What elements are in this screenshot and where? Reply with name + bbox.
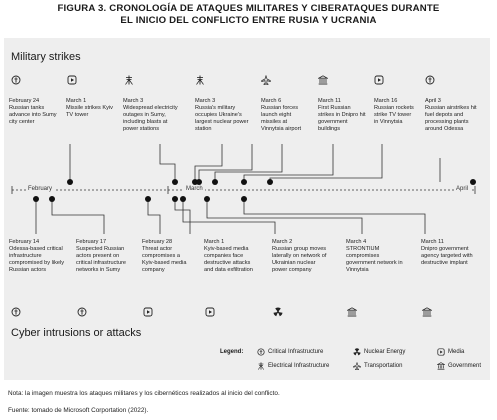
electrical-infrastructure-icon bbox=[195, 75, 205, 85]
event-date: March 11 bbox=[421, 239, 444, 245]
event-text: Dnipro government agency targeted with destructive implant bbox=[421, 246, 473, 266]
dot-cyb-5 bbox=[180, 196, 186, 202]
transportation-icon bbox=[353, 362, 361, 370]
connector-cyb-7 bbox=[244, 199, 425, 234]
event-date: February 17 bbox=[76, 239, 107, 245]
event-date: March 6 bbox=[261, 98, 282, 104]
event-text: Russian forces launch eight missiles at Vinnytsia airport bbox=[261, 105, 302, 132]
dot-mil-2 bbox=[172, 179, 178, 185]
military-event-1 bbox=[9, 98, 61, 126]
event-date: March 3 bbox=[195, 98, 216, 104]
cyber-event-7 bbox=[421, 239, 475, 267]
event-text: Russian airstrikes hit fuel depots and processing plants around Odessa bbox=[425, 105, 477, 132]
media-icon bbox=[374, 75, 384, 85]
military-strikes-title: Military strikes bbox=[11, 51, 81, 63]
connector-cyb-3 bbox=[148, 199, 160, 234]
transportation-icon bbox=[261, 75, 271, 85]
military-event-2 bbox=[66, 98, 116, 119]
electrical-infrastructure-icon bbox=[257, 362, 265, 370]
legend-label: Media bbox=[448, 349, 465, 355]
military-event-6 bbox=[318, 98, 368, 133]
government-icon bbox=[318, 75, 328, 85]
event-date: February 24 bbox=[9, 98, 40, 104]
cyber-intrusions-title: Cyber intrusions or attacks bbox=[11, 327, 142, 339]
dot-cyb-2 bbox=[49, 196, 55, 202]
cyber-event-5 bbox=[272, 239, 330, 274]
figure-note: Nota: la imagen muestra los ataques militares y los cibernéticos realizados al inicio del conflicto. bbox=[8, 390, 280, 397]
event-date: March 4 bbox=[346, 239, 367, 245]
connector-mil-6 bbox=[244, 144, 333, 182]
event-date: February 28 bbox=[142, 239, 173, 245]
critical-infrastructure-icon bbox=[425, 75, 435, 85]
dot-mil-6 bbox=[241, 179, 247, 185]
critical-infrastructure-icon bbox=[77, 307, 87, 317]
event-date: March 3 bbox=[123, 98, 144, 104]
military-event-4 bbox=[195, 98, 249, 133]
event-text: First Russian strikes in Dnipro hit government buildings bbox=[318, 105, 366, 132]
cyber-event-1 bbox=[9, 239, 69, 274]
dot-cyb-4 bbox=[172, 196, 178, 202]
military-event-8 bbox=[425, 98, 483, 133]
connector-mil-7 bbox=[270, 144, 382, 182]
event-text: Russian group moves laterally on network of Ukrainian nuclear power company bbox=[272, 246, 327, 273]
connector-mil-5 bbox=[215, 144, 282, 182]
dot-cyb-3 bbox=[145, 196, 151, 202]
axis-april: April bbox=[456, 186, 469, 192]
dot-cyb-7 bbox=[241, 196, 247, 202]
axis-march: March bbox=[186, 186, 203, 192]
dot-mil-7 bbox=[267, 179, 273, 185]
government-icon bbox=[422, 307, 432, 317]
event-text: Kyiv-based media companies face destructive attacks and data exfiltration bbox=[204, 246, 253, 273]
connector-cyb-4 bbox=[175, 199, 190, 234]
critical-infrastructure-icon bbox=[11, 75, 21, 85]
cyber-event-3 bbox=[142, 239, 192, 274]
dot-mil-8 bbox=[470, 179, 476, 185]
legend-item-critical bbox=[257, 348, 323, 356]
event-text: STRONTIUM compromises government network in Vinnytsia bbox=[346, 246, 403, 273]
connector-mil-2 bbox=[160, 144, 175, 182]
event-text: Russia's military occupies Ukraine's largest nuclear power station bbox=[195, 105, 249, 132]
event-text: Suspected Russian actors present on critical infrastructure networks in Sumy bbox=[76, 246, 127, 273]
cyber-event-6 bbox=[346, 239, 404, 274]
critical-infrastructure-icon bbox=[257, 348, 265, 356]
legend-label: Government bbox=[448, 363, 482, 369]
media-icon bbox=[437, 348, 445, 356]
government-icon bbox=[347, 307, 357, 317]
dot-mil-4 bbox=[196, 179, 202, 185]
dot-cyb-6 bbox=[204, 196, 210, 202]
connector-cyb-6 bbox=[207, 199, 362, 234]
military-event-3 bbox=[123, 98, 181, 133]
legend-label: Nuclear Energy bbox=[364, 349, 406, 355]
event-date: March 11 bbox=[318, 98, 341, 104]
event-date: March 1 bbox=[66, 98, 87, 104]
media-icon bbox=[205, 307, 215, 317]
legend-item-government bbox=[437, 362, 481, 370]
event-date: April 3 bbox=[425, 98, 441, 104]
event-text: Widespread electricity outages in Sumy, including blasts at power stations bbox=[123, 105, 178, 132]
event-text: Threat actor compromises a Kyiv-based media company bbox=[142, 246, 187, 273]
media-icon bbox=[67, 75, 77, 85]
legend-label: Transportation bbox=[364, 363, 403, 369]
cyber-event-4 bbox=[204, 239, 260, 274]
legend-item-electrical bbox=[257, 362, 329, 370]
dot-mil-1 bbox=[67, 179, 73, 185]
military-event-7 bbox=[374, 98, 414, 126]
event-date: March 1 bbox=[204, 239, 225, 245]
figure-source: Fuente: tomado de Microsoft Corportation (2022). bbox=[8, 407, 149, 414]
legend-item-media bbox=[437, 348, 464, 356]
axis-february: February bbox=[28, 186, 53, 192]
electrical-infrastructure-icon bbox=[124, 75, 134, 85]
event-date: March 16 bbox=[374, 98, 398, 104]
legend-label: Critical Infrastructure bbox=[268, 349, 324, 355]
media-icon bbox=[143, 307, 153, 317]
event-text: Odessa-based critical infrastructure compromised by likely Russian actors bbox=[9, 246, 65, 273]
event-text: Missile strikes Kyiv TV tower bbox=[66, 105, 113, 118]
military-event-5 bbox=[261, 98, 311, 133]
government-icon bbox=[437, 362, 445, 370]
legend-label: Electrical Infrastructure bbox=[268, 363, 330, 369]
event-text: Russian rockets strike TV tower in Vinnytsia bbox=[374, 105, 414, 125]
critical-infrastructure-icon bbox=[11, 307, 21, 317]
legend-item-nuclear bbox=[353, 348, 405, 356]
event-text: Russian tanks advance into Sumy city center bbox=[9, 105, 57, 125]
connector-cyb-5 bbox=[183, 199, 275, 234]
figure-title-line2: EL INICIO DEL CONFLICTO ENTRE RUSIA Y UCRANIA bbox=[120, 15, 377, 26]
connector-cyb-2 bbox=[52, 199, 104, 234]
event-date: February 14 bbox=[9, 239, 40, 245]
nuclear-energy-icon bbox=[273, 307, 283, 317]
event-date: March 2 bbox=[272, 239, 293, 245]
legend-item-transport bbox=[353, 362, 402, 370]
figure-title-line1: FIGURA 3. CRONOLOGÍA DE ATAQUES MILITARES Y CIBERATAQUES DURANTE bbox=[57, 3, 440, 14]
dot-cyb-1 bbox=[33, 196, 39, 202]
legend-title: Legend: bbox=[220, 349, 244, 355]
dot-mil-5 bbox=[212, 179, 218, 185]
cyber-event-2 bbox=[76, 239, 128, 274]
nuclear-energy-icon bbox=[353, 348, 361, 356]
